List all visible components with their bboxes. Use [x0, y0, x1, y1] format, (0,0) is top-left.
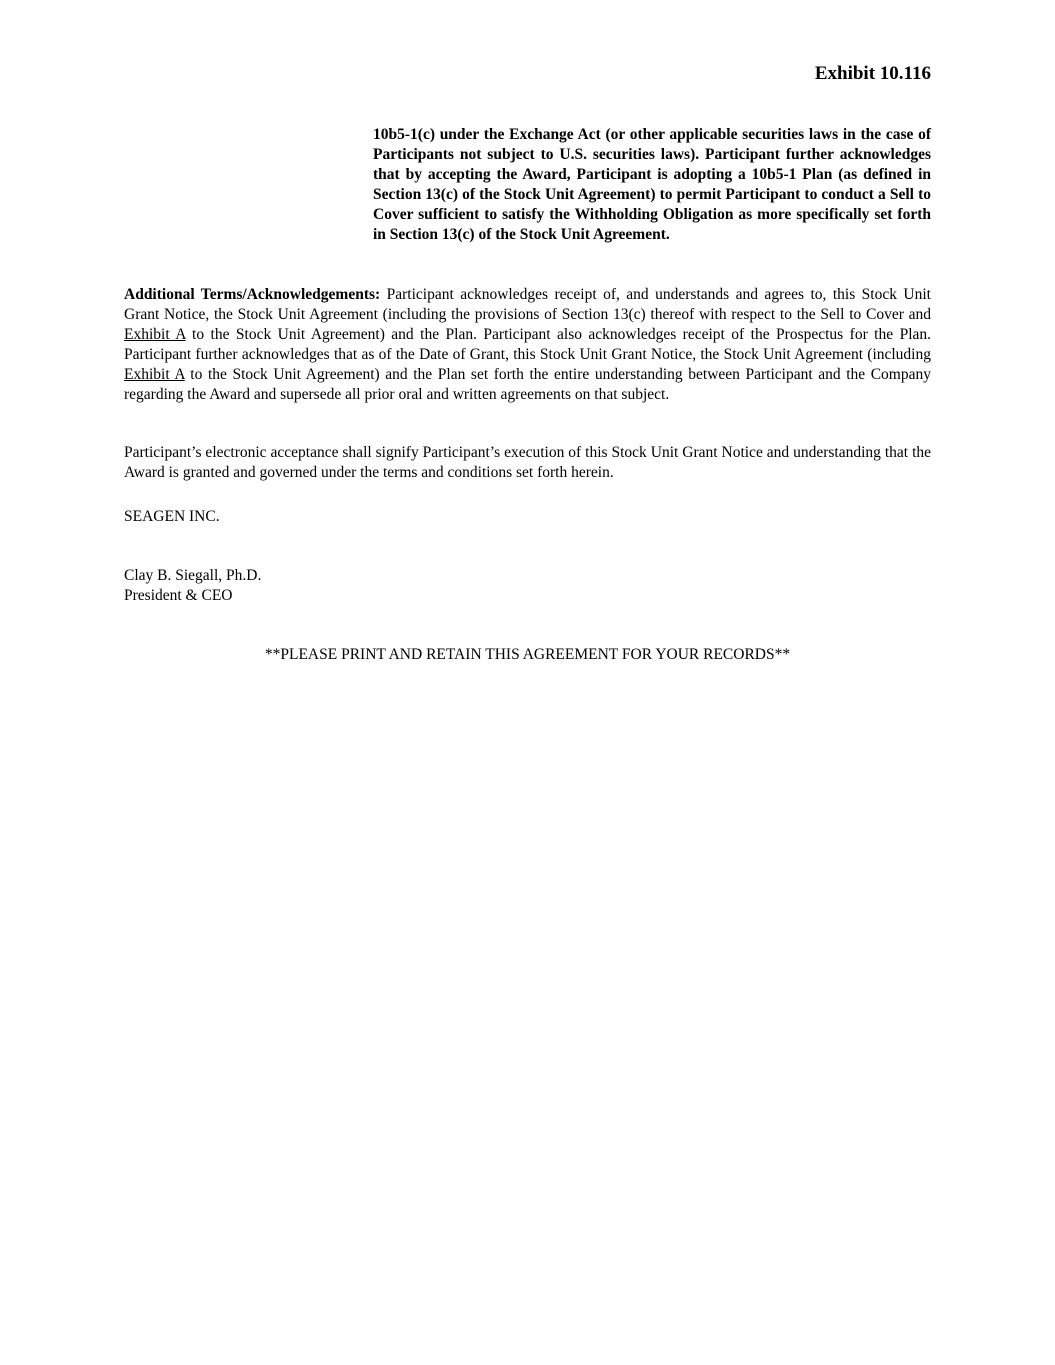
- additional-terms-heading: Additional Terms/Acknowledgements:: [124, 286, 381, 303]
- additional-terms-text-3: to the Stock Unit Agreement) and the Plan set forth the entire understanding between Participant and the Company regarding the Award and supersede all prior oral and written agreements on that subject.: [124, 366, 931, 403]
- exhibit-a-link-2: Exhibit A: [124, 366, 185, 383]
- records-notice: **PLEASE PRINT AND RETAIN THIS AGREEMENT FOR YOUR RECORDS**: [264, 646, 791, 663]
- signature-block: [124, 566, 931, 606]
- section-10b5-paragraph: 10b5-1(c) under the Exchange Act (or other applicable securities laws in the case of Participants not subject to U.S. securities laws). Participant further acknowledges that by accepting the Award, Participant is adopting a 10b5-1 Plan (as defined in Section 13(c) of the Stock Unit Agreement) to permit Participant to conduct a Sell to Cover sufficient to satisfy the Withholding Obligation as more specifically set forth in Section 13(c) of the Stock Unit Agreement.: [373, 126, 931, 243]
- additional-terms-text-2: to the Stock Unit Agreement) and the Plan. Participant also acknowledges receipt of the Prospectus for the Plan. Participant further acknowledges that as of the Date of Grant, this Stock Unit Grant Notice, the Stock Unit Agreement (including: [124, 326, 931, 363]
- additional-terms-text-1: Participant acknowledges receipt of, and understands and agrees to, this Stock Unit Grant Notice, the Stock Unit Agreement (including the provisions of Section 13(c) thereof with respect to the Sell to Cover and: [124, 286, 931, 323]
- signer-name: Clay B. Siegall, Ph.D.: [124, 567, 262, 584]
- exhibit-label: Exhibit 10.116: [814, 63, 931, 84]
- acceptance-paragraph: Participant’s electronic acceptance shall signify Participant’s execution of this Stock Unit Grant Notice and understanding that the Award is granted and governed under the terms and conditions set forth herein.: [124, 444, 931, 481]
- additional-terms-paragraph: [124, 285, 931, 405]
- exhibit-a-link-1: Exhibit A: [124, 326, 186, 343]
- company-name: SEAGEN INC.: [124, 508, 220, 525]
- signer-title: President & CEO: [124, 587, 233, 604]
